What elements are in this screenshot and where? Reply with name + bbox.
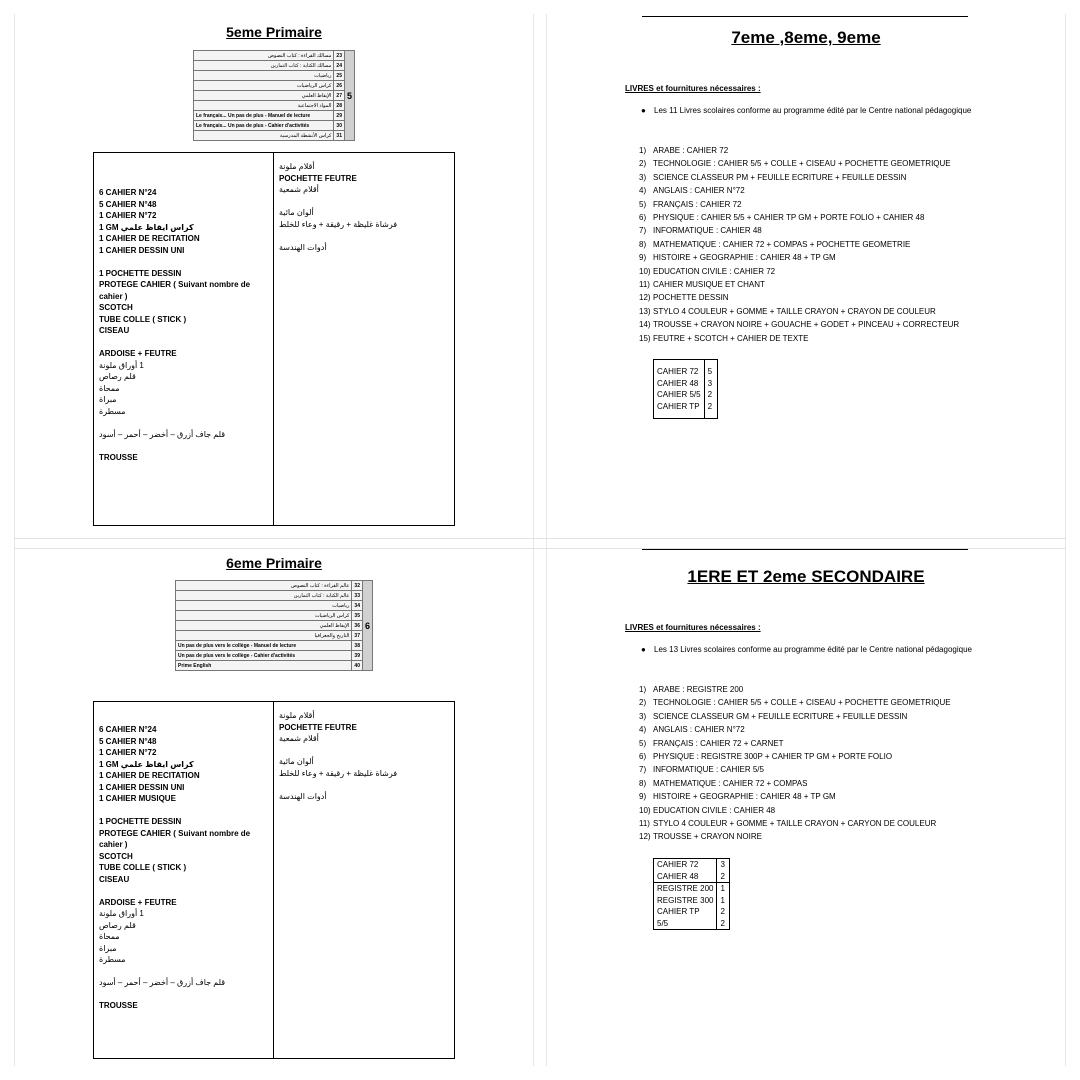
spacer [99,989,273,1001]
list-text: INFORMATIQUE : CAHIER 48 [653,226,762,236]
list-text: SCIENCE CLASSEUR GM + FEUILLE ECRITURE + FEUILLE DESSIN [653,711,908,721]
supply-item: أقلام ملونة [279,162,315,171]
list-number: 4) [639,186,647,196]
supply-item: 1 GM كراس ايقاظ علمي [99,759,194,769]
notebook-count-table [653,858,730,930]
book-number: 25 [334,71,345,81]
book-number: 40 [352,661,363,671]
notebook-count-table [653,359,718,419]
book-title: كراس الأنشطة المدرسية [194,131,334,141]
supply-item: أدوات الهندسة [279,791,327,801]
list-text: STYLO 4 COULEUR + GOMME + TAILLE CRAYON + CARYON DE COULEUR [653,819,937,829]
page-title: 5eme Primaire [226,24,322,40]
spacer [99,440,273,452]
supply-item: CISEAU [99,326,130,335]
book-title: Le français... Un pas de plus - Cahier d'activités [194,121,334,131]
supplies-list [639,144,959,345]
book-title: المواد الاجتماعية [194,101,334,111]
list-number: 3) [639,172,647,182]
book-title: التاريخ والجغرافيا [176,631,352,641]
notebook-name: CAHIER 5/5 [654,389,705,401]
list-text: FEUTRE + SCOTCH + CAHIER DE TEXTE [653,333,809,343]
list-text: MATHEMATIQUE : CAHIER 72 + COMPAS [653,778,808,788]
supply-list-item [639,804,951,817]
supply-item: 1 CAHIER DESSIN UNI [99,245,185,255]
supply-item: ARDOISE + FEUTRE [99,349,177,358]
supplies-right-column [274,702,454,1058]
supplies-box [93,152,455,526]
list-text: TROUSSE + CRAYON NOIRE + GOUACHE + GODET + PINCEAU + CORRECTEUR [653,320,960,330]
supply-item: أقلام شمعية [279,734,319,743]
list-number: 6) [639,213,647,223]
list-number: 2) [639,159,647,169]
supply-item: 1 CAHIER DESSIN UNI [99,782,185,792]
book-number: 26 [334,81,345,91]
book-number: 27 [334,91,345,101]
supply-list-item [639,817,951,830]
supply-list-item [639,696,951,709]
supply-item: 1 أوراق ملونة [99,909,144,918]
notebook-qty: 2 [717,871,730,883]
notebook-qty: 2 [717,918,730,930]
book-number: 29 [334,111,345,121]
supply-item: ألوان مائية [279,208,314,217]
supply-item: قلم رصاص [99,920,136,930]
book-title: Prime English [176,661,352,671]
book-row [176,581,373,591]
book-title: عالم القراءة : كتاب النصوص [176,581,352,591]
notebook-name: REGISTRE 200 [654,883,717,895]
book-title: مسالك الكتابة : كتاب التمارين [194,61,334,71]
supply-list-item [639,211,959,224]
supply-item: SCOTCH [99,303,133,312]
list-text: EDUCATION CIVILE : CAHIER 48 [653,805,776,815]
supply-item: TROUSSE [99,452,138,462]
list-number: 1) [639,685,647,694]
book-title: Le français... Un pas de plus - Manuel de lecture [194,111,334,121]
notebook-qty: 1 [717,895,730,907]
spacer [99,337,273,349]
count-row [654,906,730,918]
list-number: 6) [639,752,647,762]
notebook-qty: 2 [717,906,730,918]
title-rule [642,549,968,550]
list-number: 14) [639,320,651,330]
supply-item: مسطرة [99,955,126,964]
supply-list-item [639,171,959,184]
list-text: PHYSIQUE : REGISTRE 300P + CAHIER TP GM + PORTE FOLIO [653,752,893,762]
book-table [193,50,355,141]
book-row [176,641,373,651]
book-number: 23 [334,51,345,61]
book-number: 32 [352,581,363,591]
supply-item: ARDOISE + FEUTRE [99,897,177,907]
count-row [654,366,718,378]
supply-item: أدوات الهندسة [279,242,327,252]
supply-list-item [639,198,959,211]
list-number: 15) [639,333,651,343]
supply-list-item [639,184,959,197]
notebook-name: CAHIER TP [654,401,705,413]
list-text: EDUCATION CIVILE : CAHIER 72 [653,266,776,276]
supply-list-item [639,723,951,736]
page-separator [533,14,534,1066]
supply-list-item [639,251,959,264]
list-text: ANGLAIS : CAHIER N°72 [653,725,745,735]
supplies-right-column [274,153,454,525]
book-row [194,91,355,101]
supply-list-item [639,737,951,750]
books-note: ● Les 11 Livres scolaires conforme au programme édité par le Centre national pédagogique [641,106,972,115]
notebook-name: CAHIER 48 [654,871,717,883]
supply-item: 6 CAHIER N°24 [99,188,157,197]
book-title: كراس الرياضيات [194,81,334,91]
list-text: PHYSIQUE : CAHIER 5/5 + CAHIER TP GM + PORTE FOLIO + CAHIER 48 [653,213,925,223]
list-number: 10) [639,266,651,276]
supply-item: SCOTCH [99,851,133,861]
spacer [99,966,273,978]
supply-item: POCHETTE FEUTRE [279,173,357,183]
count-row [654,389,718,401]
notebook-name: CAHIER 48 [654,378,705,390]
list-text: FRANÇAIS : CAHIER 72 [653,199,742,209]
list-text: POCHETTE DESSIN [653,293,729,303]
book-number: 36 [352,621,363,631]
book-number: 30 [334,121,345,131]
spacer [279,779,454,791]
list-number: 4) [639,725,647,735]
list-number: 9) [639,253,647,263]
supply-item: 1 CAHIER DE RECITATION [99,234,200,243]
list-number: 1) [639,146,647,155]
supply-list-item [639,291,959,304]
list-number: 13) [639,306,651,316]
count-row [654,918,730,930]
supply-item: فرشاة غليظة + رقيقة + وعاء للخلط [279,768,398,778]
page-separator [14,538,1066,539]
book-row [194,71,355,81]
book-row [176,621,373,631]
supply-item: 1 أوراق ملونة [99,360,144,370]
supply-item: قلم جاف أزرق – أخضر – أحمر – أسود [99,429,226,439]
supply-item: cahier ) [99,840,128,849]
book-number: 35 [352,611,363,621]
book-title: Un pas de plus vers le collège - Manuel de lecture [176,641,352,651]
supply-item: 6 CAHIER N°24 [99,725,157,734]
supply-item: 1 CAHIER N°72 [99,748,157,757]
book-row [194,131,355,141]
section-subheading: LIVRES et fournitures nécessaires : [625,623,761,632]
book-title: الإيقاظ العلمي [176,621,352,631]
list-number: 3) [639,711,647,721]
book-title: رياضيات [194,71,334,81]
book-title: كراس الرياضيات [176,611,352,621]
supply-list-item [639,750,951,763]
list-number: 7) [639,765,647,775]
list-number: 2) [639,698,647,708]
book-number: 34 [352,601,363,611]
book-number: 37 [352,631,363,641]
page-title: 7eme ,8eme, 9eme [731,28,881,47]
supplies-list [639,683,951,844]
list-number: 9) [639,792,647,802]
list-text: INFORMATIQUE : CAHIER 5/5 [653,765,764,775]
list-number: 12) [639,293,651,303]
book-title: Un pas de plus vers le collège - Cahier d'activités [176,651,352,661]
supply-list-item [639,265,959,278]
supply-item: PROTEGE CAHIER ( Suivant nombre de [99,828,251,838]
list-text: HISTOIRE + GEOGRAPHIE : CAHIER 48 + TP GM [653,792,836,802]
spacer [279,230,454,242]
notebook-qty: 2 [704,389,717,401]
supply-item: TUBE COLLE ( STICK ) [99,314,187,324]
book-row [176,661,373,671]
page-6eme-primaire [15,549,533,1080]
supply-item: 1 CAHIER N°72 [99,211,157,220]
list-text: HISTOIRE + GEOGRAPHIE : CAHIER 48 + TP GM [653,253,836,263]
supply-item: أقلام ملونة [279,711,315,720]
page-1ere-2eme-secondaire [547,549,1065,1080]
supply-item: 1 GM كراس ايقاظ علمي [99,222,194,232]
supply-item: ممحاة [99,932,120,941]
supply-item: مبراة [99,395,117,404]
supply-item: 1 CAHIER MUSIQUE [99,794,176,803]
level-label: 6 [362,581,372,671]
notebook-name: REGISTRE 300 [654,895,717,907]
supply-item: ألوان مائية [279,757,314,766]
count-row [654,378,718,390]
supply-list-item [639,157,959,170]
count-row [654,883,730,895]
list-number: 7) [639,226,647,236]
supply-list-item [639,224,959,237]
level-label: 5 [344,51,354,141]
title-rule [642,16,968,17]
supply-list-item [639,830,951,843]
notebook-qty: 1 [717,883,730,895]
supply-item: قلم رصاص [99,372,136,381]
supply-item: 1 POCHETTE DESSIN [99,268,182,278]
supply-list-item [639,683,951,696]
supply-list-item [639,305,959,318]
supply-item: 1 POCHETTE DESSIN [99,817,182,826]
notebook-qty: 3 [704,378,717,390]
list-text: MATHEMATIQUE : CAHIER 72 + COMPAS + POCHETTE GEOMETRIE [653,239,911,249]
book-number: 28 [334,101,345,111]
page-separator [1065,14,1066,1066]
supply-item: قلم جاف أزرق – أخضر – أحمر – أسود [99,978,226,987]
book-row [176,611,373,621]
book-row [176,591,373,601]
notebook-qty: 5 [704,366,717,378]
supply-list-item [639,790,951,803]
supply-item: 5 CAHIER N°48 [99,736,157,746]
notebook-name: CAHIER 72 [654,366,705,378]
list-number: 8) [639,239,647,249]
books-note: ● Les 13 Livres scolaires conforme au programme édité par le Centre national pédagogique [641,645,972,654]
supply-item: PROTEGE CAHIER ( Suivant nombre de [99,280,251,289]
book-number: 33 [352,591,363,601]
book-row [194,81,355,91]
book-table [175,580,373,671]
supply-item: 1 CAHIER DE RECITATION [99,771,200,780]
notebook-qty: 3 [717,859,730,871]
supply-list-item [639,318,959,331]
supply-list-item [639,777,951,790]
list-number: 5) [639,738,647,748]
supply-list-item [639,278,959,291]
list-text: CAHIER MUSIQUE ET CHANT [653,280,765,290]
supply-list-item [639,238,959,251]
list-text: TECHNOLOGIE : CAHIER 5/5 + COLLE + CISEAU + POCHETTE GEOMETRIQUE [653,159,951,169]
supply-item: 5 CAHIER N°48 [99,199,157,209]
supply-item: CISEAU [99,874,130,884]
count-row [654,401,718,413]
list-number: 10) [639,805,651,815]
spacer [99,805,273,817]
page-title: 6eme Primaire [226,555,322,571]
book-title: عالم الكتابة : كتاب التمارين [176,591,352,601]
supply-item: cahier ) [99,291,128,301]
page-title: 1ERE ET 2eme SECONDAIRE [687,567,925,586]
book-number: 31 [334,131,345,141]
book-row [194,101,355,111]
book-row [176,601,373,611]
list-number: 5) [639,199,647,209]
book-row [194,61,355,71]
spacer [279,196,454,208]
book-number: 38 [352,641,363,651]
supply-item: مسطرة [99,406,126,416]
supplies-left-column [94,153,274,525]
list-text: TECHNOLOGIE : CAHIER 5/5 + COLLE + CISEAU + POCHETTE GEOMETRIQUE [653,698,951,708]
book-row [176,631,373,641]
count-row [654,895,730,907]
supply-list-item [639,144,959,157]
spacer [99,417,273,429]
list-text: TROUSSE + CRAYON NOIRE [653,832,762,842]
supply-list-item [639,710,951,723]
book-row [194,51,355,61]
supply-item: مبراة [99,943,117,953]
notebook-name: CAHIER TP [654,906,717,918]
supply-list-item [639,763,951,776]
page-7-8-9-eme [547,0,1065,538]
supply-item: POCHETTE FEUTRE [279,722,357,732]
list-number: 12) [639,832,651,842]
spacer [99,256,273,268]
supply-item: فرشاة غليظة + رقيقة + وعاء للخلط [279,219,398,229]
book-row [194,111,355,121]
supply-item: ممحاة [99,383,120,393]
notebook-name: 5/5 [654,918,717,930]
book-title: الإيقاظ العلمي [194,91,334,101]
supply-item: أقلام شمعية [279,185,319,194]
book-number: 39 [352,651,363,661]
list-number: 11) [639,280,650,290]
count-row [654,859,730,871]
notebook-qty: 2 [704,401,717,413]
book-row [176,651,373,661]
section-subheading: LIVRES et fournitures nécessaires : [625,84,761,93]
supply-item: TROUSSE [99,1001,138,1010]
page-5eme-primaire [15,0,533,538]
book-title: مسالك القراءة : كتاب النصوص [194,51,334,61]
supply-item: TUBE COLLE ( STICK ) [99,863,187,872]
list-text: FRANÇAIS : CAHIER 72 + CARNET [653,738,784,748]
supplies-box [93,701,455,1059]
list-text: ANGLAIS : CAHIER N°72 [653,186,745,196]
notebook-name: CAHIER 72 [654,859,717,871]
list-number: 11) [639,819,650,829]
book-number: 24 [334,61,345,71]
supply-list-item [639,332,959,345]
list-text: STYLO 4 COULEUR + GOMME + TAILLE CRAYON + CRAYON DE COULEUR [653,306,936,316]
spacer [279,745,454,757]
count-row [654,871,730,883]
list-text: ARABE : CAHIER 72 [653,146,729,155]
list-text: SCIENCE CLASSEUR PM + FEUILLE ECRITURE + FEUILLE DESSIN [653,172,907,182]
list-number: 8) [639,778,647,788]
book-row [194,121,355,131]
spacer [99,885,273,897]
list-text: ARABE : REGISTRE 200 [653,685,744,694]
book-title: رياضيات [176,601,352,611]
supplies-left-column [94,702,274,1058]
